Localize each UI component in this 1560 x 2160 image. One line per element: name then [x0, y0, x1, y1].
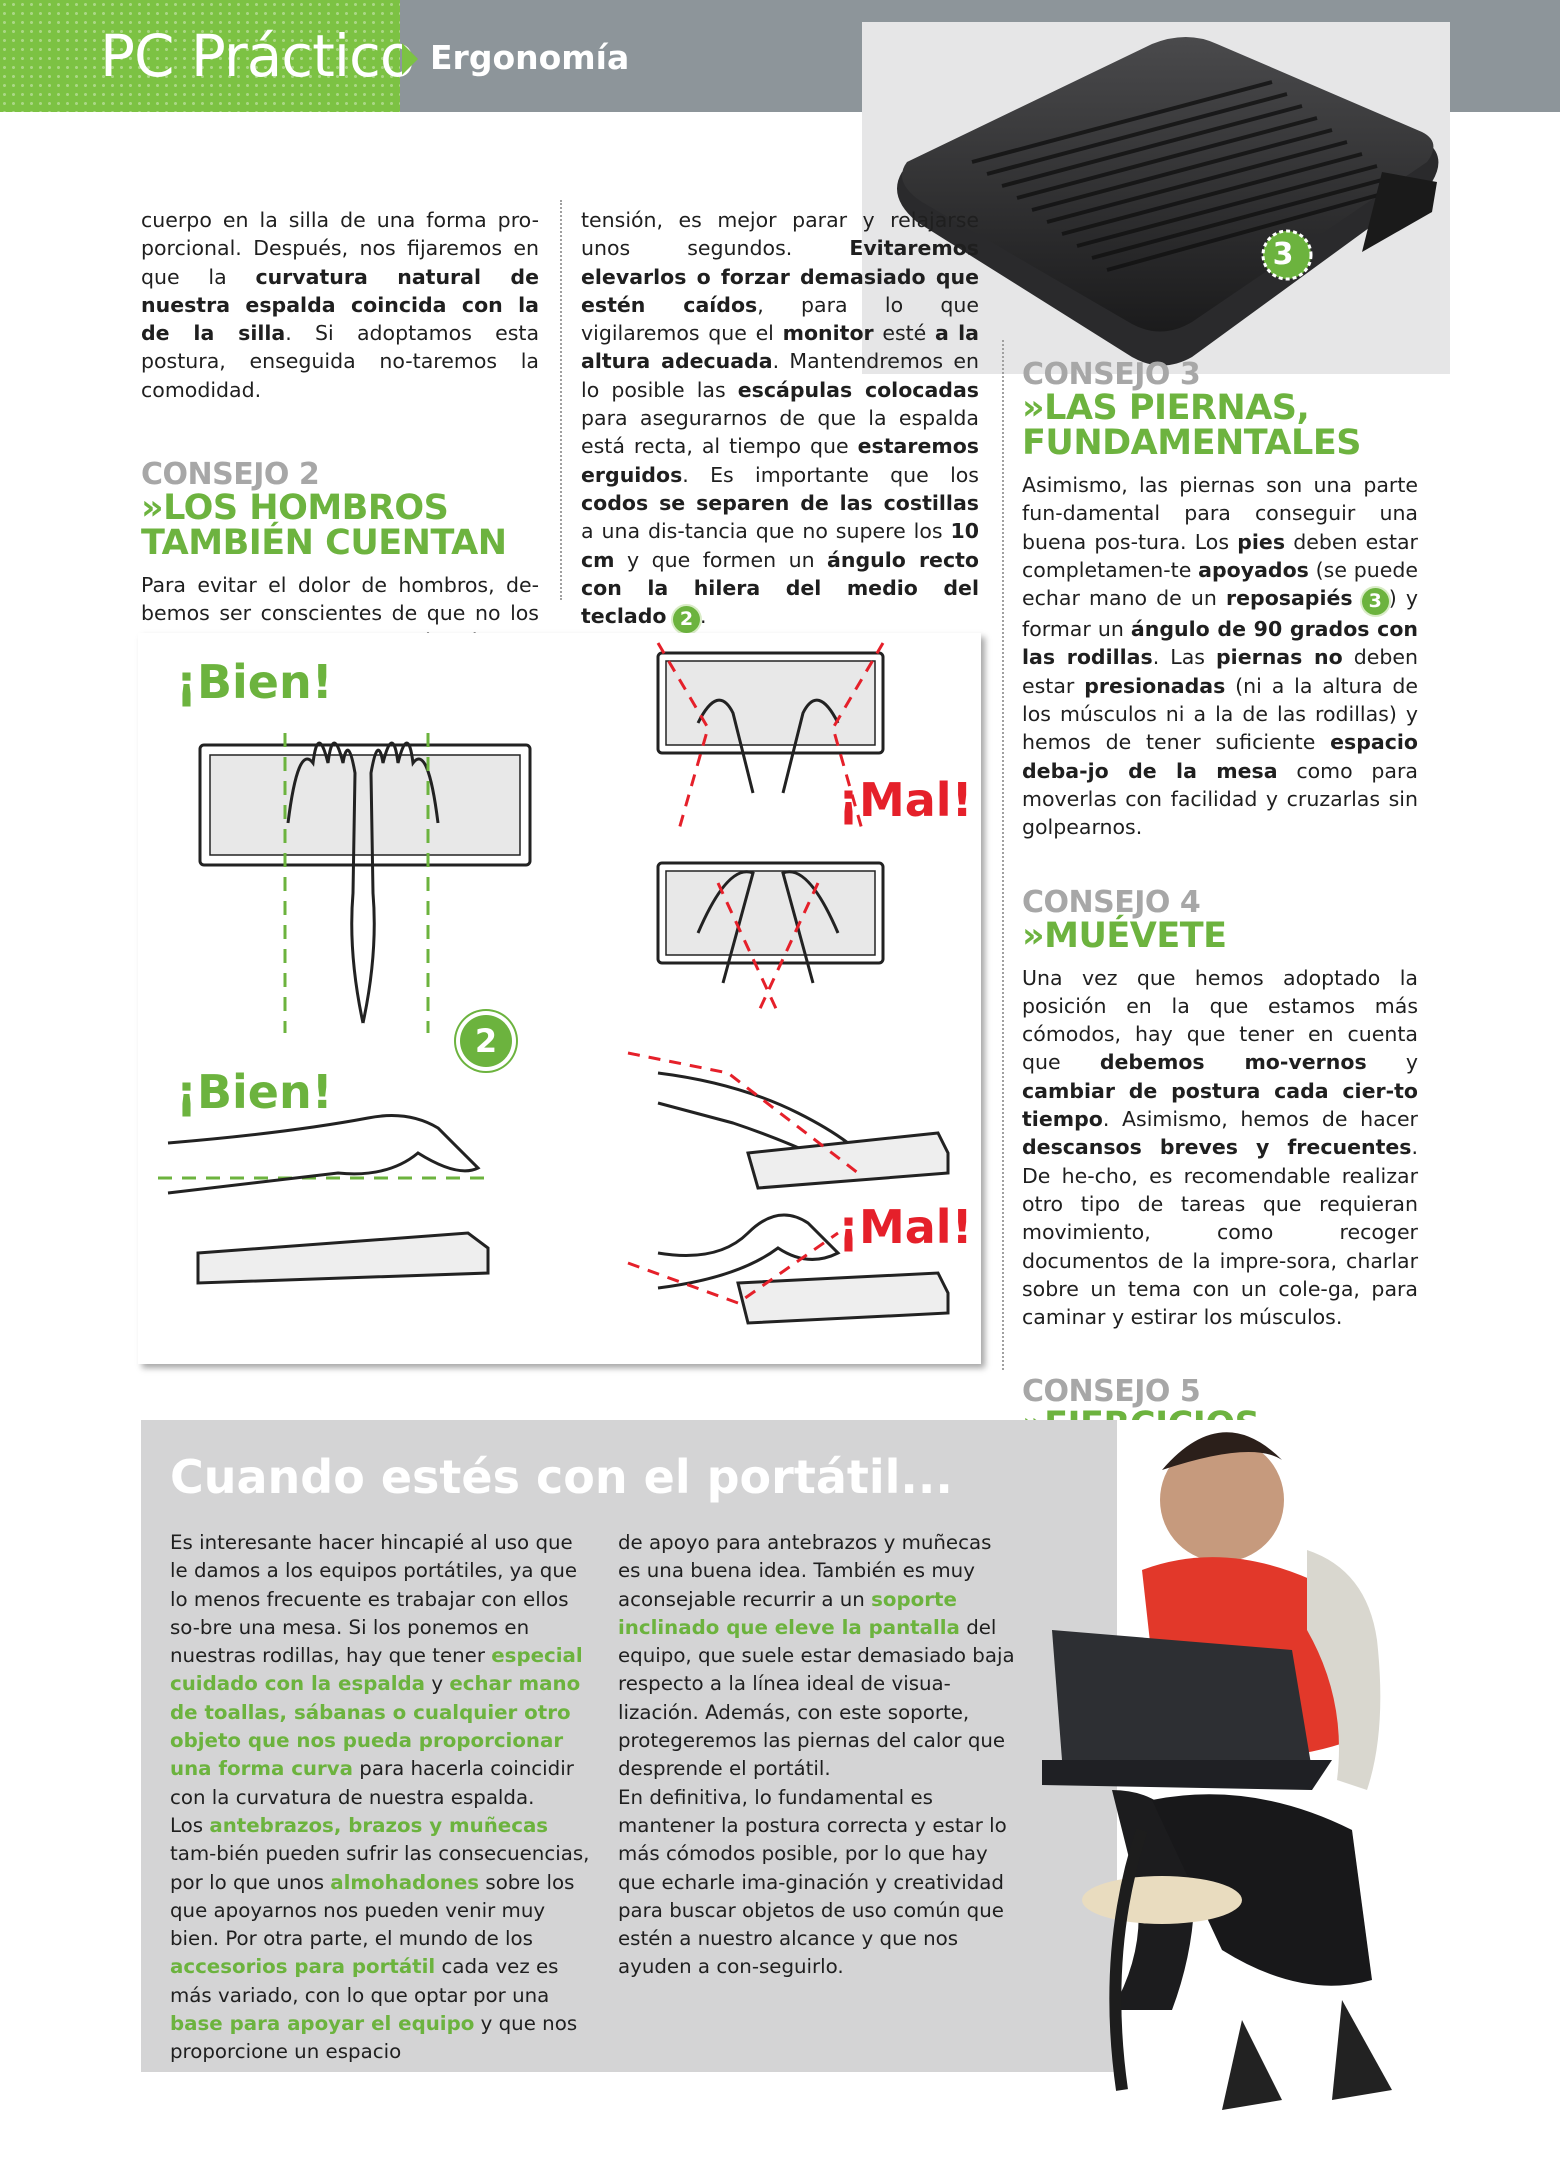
tip-3-title-line-2: FUNDAMENTALES [1022, 423, 1361, 463]
tip-2-number: CONSEJO 2 [141, 457, 320, 493]
sidebar-title: Cuando estés con el portátil... [170, 1450, 953, 1504]
article-column-1 [141, 206, 539, 656]
column-divider [560, 200, 562, 600]
keyboard-side-view-good [168, 1116, 488, 1283]
keyboard-top-view-good [200, 743, 530, 1023]
typing-posture-illustration [138, 633, 981, 1364]
section-title: Ergonomía [430, 38, 630, 77]
tip-4-title: »MUÉVETE [1022, 915, 1227, 956]
tip-5-number: CONSEJO 5 [1022, 1374, 1201, 1410]
article-column-2 [581, 206, 979, 633]
tip-2-title-line-1: »LOS HOMBROS [141, 488, 449, 529]
chevron-right-icon [402, 43, 418, 75]
tip-2-title-line-2: TAMBIÉN CUENTAN [141, 523, 507, 564]
tip-4-body: Una vez que hemos adoptado la posición en la que estamos más cómodos, hay que tener en cuenta que debemos mo-vernos y cambiar de postura cada cier-to tiempo. Asimismo, hemos de hacer descansos breves y frecuentes. De he-cho, es recomendable realizar otro tipo de tareas que requieran movimiento, como recoger documentos de la impre-sora, charlar sobre un tema con un cole-ga, para caminar y estirar los músculos. [1022, 965, 1419, 1330]
tip-4-number: CONSEJO 4 [1022, 884, 1201, 920]
keyboard-side-view-bad [658, 1073, 948, 1323]
sidebar-column-1 [170, 1529, 590, 2067]
tip-2-continued-body: tensión, es mejor parar y relajarse unos segundos. Evitaremos elevarlos o forzar demasiado que estén caídos, para lo que vigilaremos que el monitor esté a la altura adecuada. Mantendremos en lo posible las escápulas colocadas para asegurarnos de que la espalda está recta, al tiempo que estaremos erguidos. Es importante que los codos se separen de las costillas a una dis-tancia que no supere los 10 cm y que formen un ángulo recto con la hilera del medio del teclado 2 . [581, 206, 979, 633]
tip-3-body: Asimismo, las piernas son una parte fun-damental para conseguir una buena pos-tura. Los pies deben estar completamen-te apoyados (se puede echar mano de un reposapiés 3 ) y formar un ángulo de 90 grados con las rodillas. Las piernas no deben estar presionadas (ni a la altura de los músculos ni a la de las rodillas) y hemos de tener suficiente espacio deba-jo de la mesa como para moverlas con facilidad y cruzarlas sin golpearnos. [1022, 473, 1418, 840]
sidebar-paragraph-1: Es interesante hacer hincapié al uso que le damos a los equipos portátiles, ya que lo menos frecuente es trabajar con ellos so-bre una mesa. Si los ponemos en nuestras rodillas, hay que tener especial cuidado con la espalda y echar mano de toallas, sábanas o cualquier otro objeto que nos pueda proporcionar una forma curva para hacerla coincidir con la curvatura de nuestra espalda. Los antebrazos, brazos y muñecas tam-bién pueden sufrir las consecuencias, por lo que unos almohadones sobre los que apoyarnos nos pueden venir muy bien. Por otra parte, el mundo de los accesorios para portátil cada vez es más variado, con lo que optar por una base para apoyar el equipo y que nos proporcione un espacio [170, 1531, 590, 2064]
magazine-title: PC Práctico [100, 22, 415, 90]
tip-3-title-line-1: »LAS PIERNAS, [1022, 388, 1310, 428]
label-good-2: ¡Bien! [176, 1065, 333, 1119]
label-good-1: ¡Bien! [176, 655, 333, 709]
intro-paragraph: cuerpo en la silla de una forma pro-porcional. Después, nos fijaremos en que la curvatura natural de nuestra espalda coincida con la de la silla. Si adoptamos esta postura, enseguida no-taremos la comodidad. [141, 208, 540, 402]
footrest-badge: 3 [1272, 237, 1294, 272]
tip-3-number: CONSEJO 3 [1022, 357, 1201, 392]
sidebar-paragraph-2: de apoyo para antebrazos y muñecas es una buena idea. También es muy aconsejable recurrir a un soporte inclinado que eleve la pantalla del equipo, que suele estar demasiado baja respecto a la línea ideal de visua-lización. Además, con este soporte, protegeremos las piernas del calor que desprende el portátil. En definitiva, lo fundamental es mantener la postura correcta y estar lo más cómodos posible, por lo que hay que echarle ima-ginación y creatividad para buscar objetos de uso común que estén a nuestro alcance y que nos ayuden a con-seguirlo. [618, 1531, 1015, 1979]
sidebar-column-2 [618, 1529, 1018, 1982]
label-bad-1: ¡Mal! [838, 773, 973, 827]
tip-2-body: Para evitar el dolor de hombros, de-bemos ser conscientes de que no los [141, 573, 539, 626]
figure-3-badge: 3 [1362, 588, 1389, 615]
figure-2-badge-large: 2 [460, 1015, 512, 1067]
column-divider [1002, 340, 1004, 1370]
figure-2-badge: 2 [673, 606, 700, 633]
label-bad-2: ¡Mal! [838, 1200, 973, 1254]
